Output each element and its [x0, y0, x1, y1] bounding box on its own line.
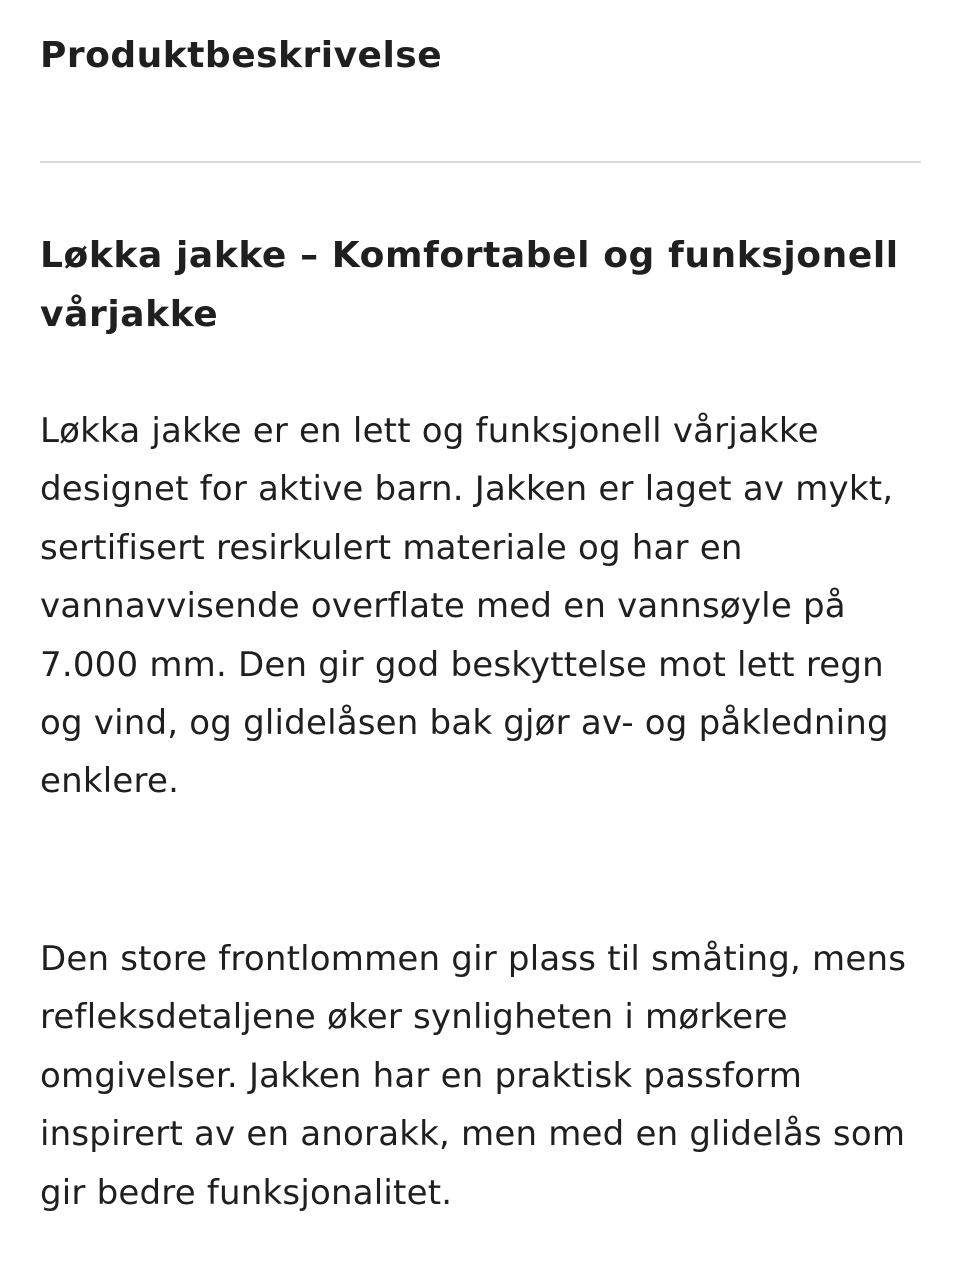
divider [40, 161, 921, 163]
description-paragraph: Den store frontlommen gir plass til småting, mens refleksdetaljene øker synligheten i mørkere omgivelser. Jakken har en praktisk passform inspirert av en anorakk, men med en glidelås som gir bedre funksjonalitet. [40, 939, 907, 1213]
section-header[interactable]: Produktbeskrivelse [40, 35, 443, 76]
product-title: Løkka jakke – Komfortabel og funksjonell vårjakke [40, 235, 899, 335]
description-paragraph: Løkka jakke er en lett og funksjonell vårjakke designet for aktive barn. Jakken er laget av mykt, sertifisert resirkulert materiale og har en vannavvisende overflate med en vannsøyle på 7.000 mm. Den gir god beskyttelse mot lett regn og vind, og glidelåsen bak gjør av- og påkledning enklere. [40, 411, 894, 802]
